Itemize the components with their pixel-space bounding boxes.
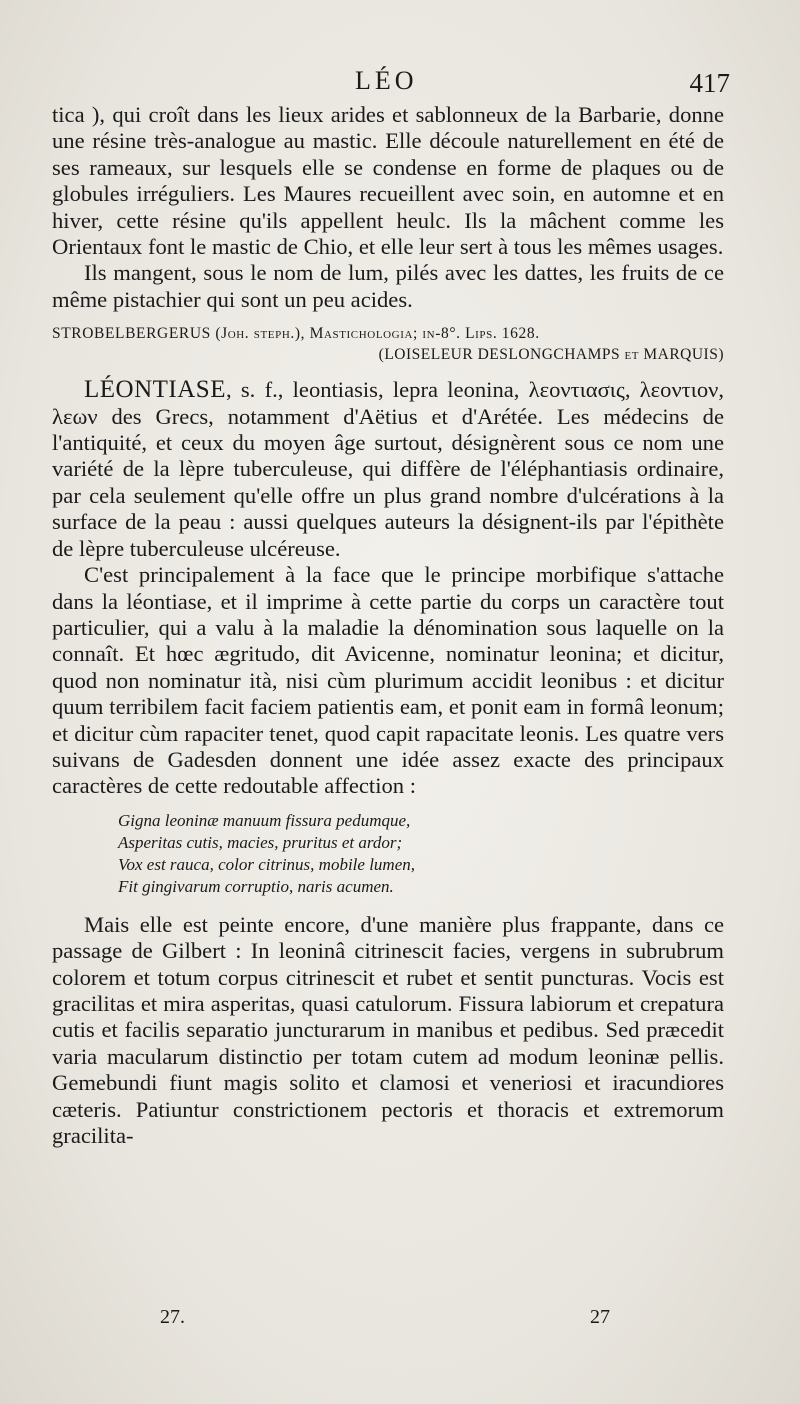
verse-quotation	[118, 810, 724, 898]
paragraph-1: tica ), qui croît dans les lieux arides et sablonneux de la Barbarie, donne une résine très-analogue au mastic. Elle découle naturellement en été de ses rameaux, sur lesquels elle se condense en forme de plaques ou de globules irréguliers. Les Maures recueillent avec soin, en automne et en hiver, cette résine qu'ils appellent heulc. Ils la mâchent comme les Orientaux font le mastic de Chio, et elle leur sert à tous les mêmes usages.	[52, 102, 724, 260]
signature-marks	[0, 1306, 800, 1336]
bibliography	[52, 323, 724, 365]
reference-citation: STROBELBERGERUS (Joh. steph.), Mastichologia; in-8°. Lips. 1628.	[52, 325, 540, 343]
page-header	[0, 66, 800, 106]
entry-leontiase	[52, 377, 724, 562]
running-head: LÉO	[355, 66, 418, 95]
verse-line: Vox est rauca, color citrinus, mobile lumen,	[118, 854, 415, 874]
paragraph-5: Mais elle est peinte encore, d'une manière plus frappante, dans ce passage de Gilbert : In leoninâ citrinescit facies, vergens in subrubrum colorem et totum corpus citrinescit et rubet et sentit puncturas. Vocis est gracilitas et mira asperitas, quasi catulorum. Fissura labiorum et crepatura cutis et facilis separatio juncturarum in manibus et pedibus. Sed præcedit varia macularum distinctio per totam cutem ad modum leoninæ pellis. Gemebundi fiunt magis solito et clamosi et veneriosi et iracundiores cæteris. Patiuntur constrictionem pectoris et thoracis et extremorum gracilita-	[52, 911, 724, 1148]
signature-mark-left: 27.	[160, 1306, 185, 1328]
paragraph-4: C'est principalement à la face que le principe morbifique s'attache dans la léontiase, et il imprime à cette partie du corps un caractère tout particulier, qui a valu à la maladie la dénomination sous laquelle on la connaît. Et hœc ægritudo, dit Avicenne, nominatur leonina; et dicitur, quod non nominatur ità, nisi cùm plurimum accidit leonibus : et dicitur quum terribilem facit faciem patientis eam, et ponit eam in formâ leonum; et dicitur cùm rapaciter tenet, quod capit rapacitate leonis. Les quatre vers suivans de Gadesden donnent une idée assez exacte des principaux caractères de cette redoutable affection :	[52, 562, 724, 799]
entry-headword: LÉONTIASE	[84, 376, 226, 404]
verse-line: Gigna leoninæ manuum fissura pedumque,	[118, 810, 411, 830]
page-body	[52, 102, 724, 1149]
verse-line: Fit gingivarum corruptio, naris acumen.	[118, 876, 394, 896]
entry-definition: , s. f., leontiasis, lepra leonina, λεοντιασις, λεοντιον, λεων des Grecs, notamment d'Aëtius et d'Arétée. Les médecins de l'antiquité, et ceux du moyen âge surtout, désignèrent sous ce nom une variété de la lèpre tuberculeuse, qui diffère de l'éléphantiasis ordinaire, par cela seulement qu'elle offre un plus grand nombre d'ulcérations à la surface de la peau : aussi quelques auteurs la désignent-ils par l'épithète de lèpre tuberculeuse ulcéreuse.	[52, 377, 724, 561]
article-authors: (LOISELEUR DESLONGCHAMPS et MARQUIS)	[378, 346, 724, 364]
paragraph-2: Ils mangent, sous le nom de lum, pilés avec les dattes, les fruits de ce même pistachier qui sont un peu acides.	[52, 260, 724, 312]
verse-line: Asperitas cutis, macies, pruritus et ardor;	[118, 832, 403, 852]
signature-mark-right: 27	[590, 1306, 610, 1328]
page-number: 417	[689, 68, 730, 98]
